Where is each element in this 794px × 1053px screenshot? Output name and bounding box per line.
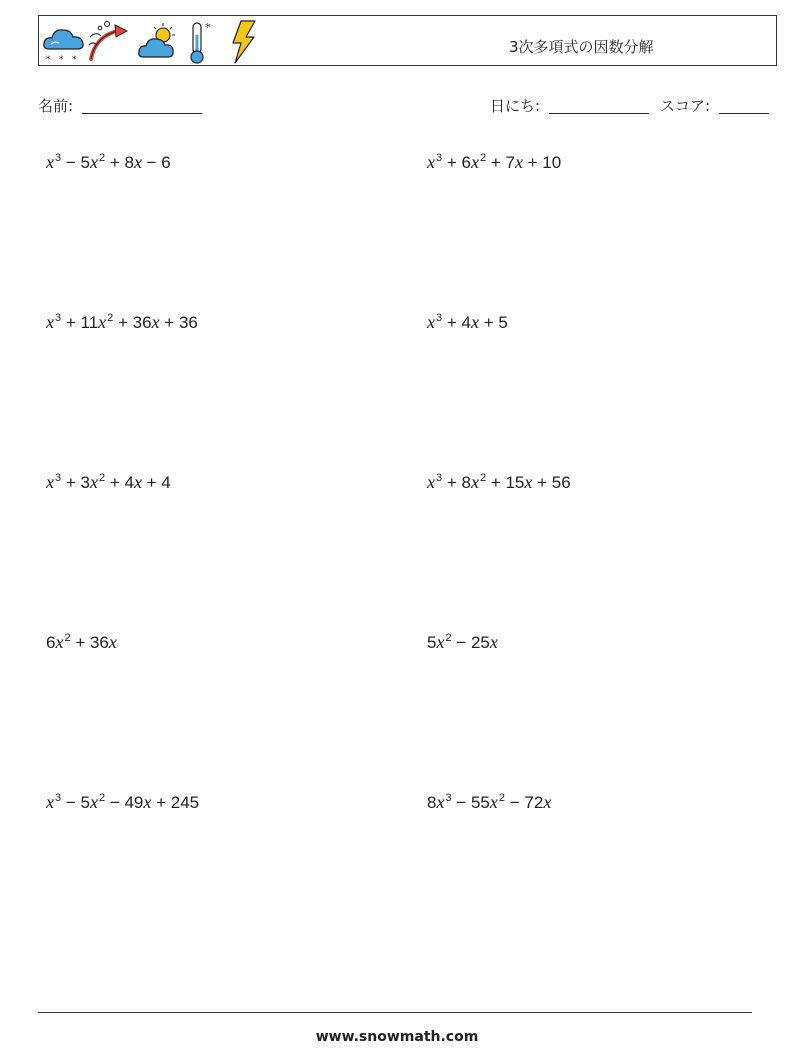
exponent: 2 [98, 472, 106, 484]
thermometer-icon [185, 19, 219, 65]
exponent: 3 [436, 312, 443, 324]
date-blank[interactable] [549, 113, 649, 114]
date-field [490, 95, 649, 116]
variable-x: x [46, 472, 54, 492]
variable-x: x [143, 792, 152, 812]
problem-7: $6x^2 + 36x$ [46, 632, 117, 652]
exponent: 2 [445, 632, 452, 644]
exponent: 3 [445, 792, 452, 804]
problem-2: $x^3 + 6x^2 + 7x + 10$ [427, 152, 562, 172]
problem-10: $8x^3 - 55x^2 - 72x$ [427, 792, 552, 812]
variable-x: x [436, 632, 445, 652]
exponent: 2 [64, 632, 71, 644]
worksheet-title: 3次多項式の因数分解 [509, 38, 654, 56]
footer-url[interactable]: www.snowmath.com [315, 1029, 479, 1045]
exponent: 2 [98, 792, 106, 804]
variable-x: x [133, 472, 142, 492]
problem-3: $x^3 + 11x^2 + 36x + 36$ [46, 312, 198, 332]
score-label: スコア: [660, 97, 711, 115]
variable-x: x [470, 152, 479, 172]
svg-text:*: * [72, 55, 77, 65]
variable-x: x [108, 632, 117, 652]
date-label: 日にち: [490, 97, 541, 115]
variable-x: x [55, 632, 64, 652]
variable-x: x [489, 792, 498, 812]
variable-x: x [89, 472, 98, 492]
variable-x: x [46, 312, 54, 332]
sun-cloud-icon [137, 19, 179, 65]
variable-x: x [427, 472, 435, 492]
variable-x: x [489, 632, 498, 652]
variable-x: x [46, 152, 54, 172]
name-blank[interactable] [82, 113, 202, 114]
variable-x: x [514, 152, 523, 172]
svg-text:*: * [205, 21, 211, 34]
variable-x: x [133, 152, 142, 172]
lightning-icon [227, 19, 259, 65]
problem-9: $x^3 - 5x^2 - 49x + 245$ [46, 792, 200, 812]
wind-icon [87, 19, 131, 65]
worksheet-header [38, 15, 777, 66]
exponent: 2 [107, 312, 114, 324]
svg-text:*: * [59, 55, 64, 65]
exponent: 3 [55, 472, 62, 484]
exponent: 3 [55, 792, 62, 804]
variable-x: x [89, 792, 98, 812]
exponent: 3 [436, 472, 443, 484]
footer-divider [38, 1012, 752, 1013]
problem-6: $x^3 + 8x^2 + 15x + 56$ [427, 472, 571, 492]
variable-x: x [427, 152, 435, 172]
score-blank[interactable] [719, 113, 769, 114]
problem-1: $x^3 - 5x^2 + 8x - 6$ [46, 152, 171, 172]
variable-x: x [436, 792, 445, 812]
name-field [38, 95, 202, 116]
exponent: 2 [98, 152, 106, 164]
variable-x: x [543, 792, 552, 812]
problem-8: $5x^2 - 25x$ [427, 632, 498, 652]
exponent: 3 [436, 152, 443, 164]
exponent: 3 [55, 312, 62, 324]
variable-x: x [151, 312, 160, 332]
variable-x: x [89, 152, 98, 172]
problem-4: $x^3 + 4x + 5$ [427, 312, 508, 332]
name-label: 名前: [38, 97, 74, 115]
snow-cloud-icon [41, 19, 87, 65]
svg-text:*: * [46, 55, 51, 65]
variable-x: x [46, 792, 54, 812]
variable-x: x [524, 472, 533, 492]
variable-x: x [98, 312, 107, 332]
score-field [660, 95, 769, 116]
variable-x: x [470, 312, 479, 332]
problem-5: $x^3 + 3x^2 + 4x + 4$ [46, 472, 171, 492]
exponent: 2 [479, 152, 487, 164]
exponent: 2 [498, 792, 506, 804]
variable-x: x [427, 312, 435, 332]
exponent: 2 [479, 472, 487, 484]
variable-x: x [470, 472, 479, 492]
exponent: 3 [55, 152, 62, 164]
